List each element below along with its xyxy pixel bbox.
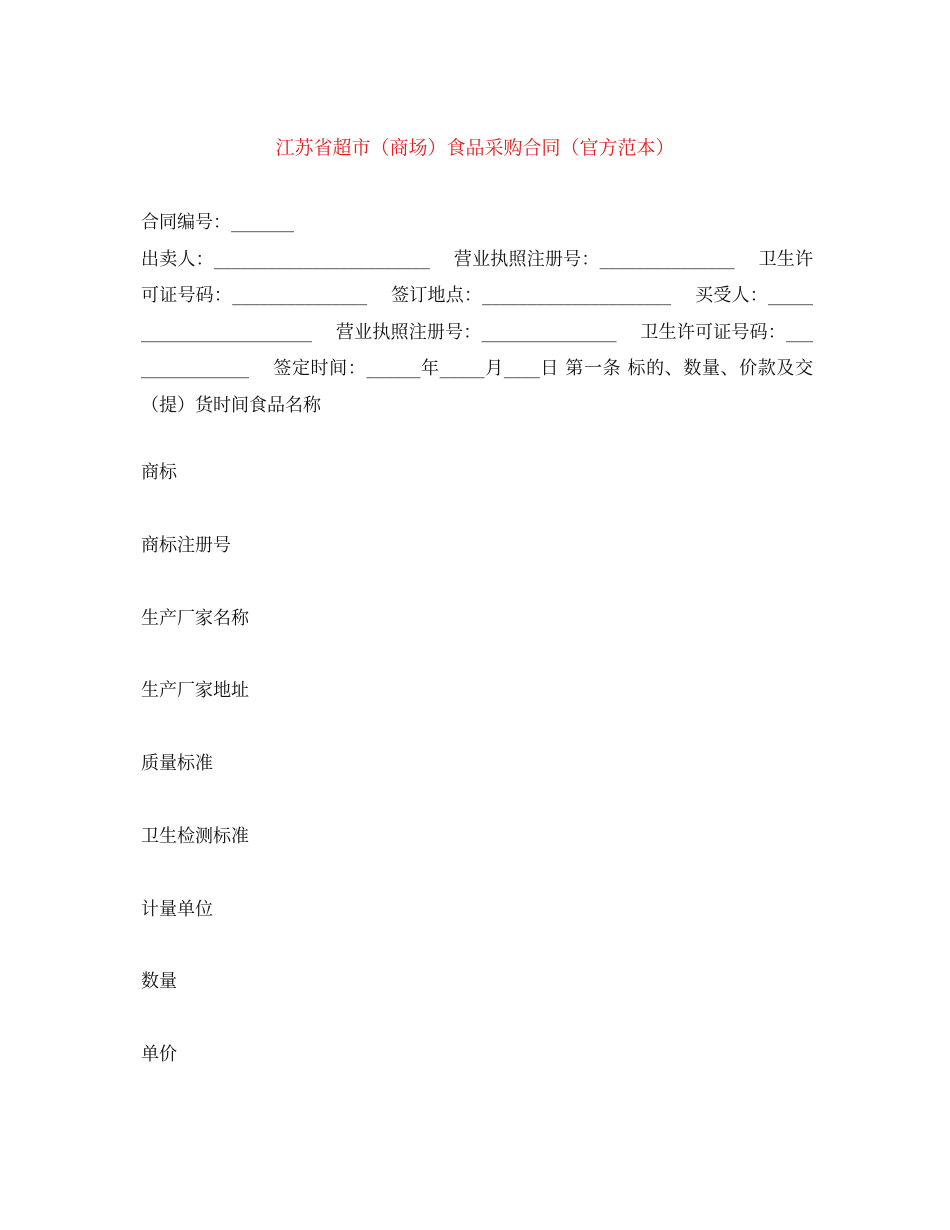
seller-license-line: 营业执照注册号：_______________ xyxy=(453,248,735,270)
contract-header-paragraph xyxy=(141,205,813,425)
field-item-manufacturer-name: 生产厂家名称 xyxy=(141,608,249,629)
sign-place-line: 签订地点：_____________________ xyxy=(391,285,672,307)
field-item-trademark-registration: 商标注册号 xyxy=(141,535,231,556)
buyer-permit-line: 卫生许可证号码：_______________ xyxy=(141,321,813,380)
field-item-trademark: 商标 xyxy=(141,462,177,483)
buyer-line: 买受人：________________________ xyxy=(141,285,814,343)
sign-time-line: 签定时间：______年_____月____日 第一条 标的、数量、价款及交（提）货时间食品名称 xyxy=(141,358,813,416)
field-item-quality-standard: 质量标准 xyxy=(141,753,213,774)
field-item-hygiene-standard: 卫生检测标准 xyxy=(141,826,249,847)
seller-line: 出卖人：________________________ xyxy=(141,248,430,270)
contract-number-line: 合同编号：_______ xyxy=(141,212,294,233)
field-item-manufacturer-address: 生产厂家地址 xyxy=(141,680,249,701)
seller-permit-line: 卫生许可证号码：_______________ xyxy=(141,248,814,307)
field-item-unit: 计量单位 xyxy=(141,899,213,920)
field-item-unit-price: 单价 xyxy=(141,1044,177,1065)
field-item-quantity: 数量 xyxy=(141,971,177,992)
buyer-license-line: 营业执照注册号：_______________ xyxy=(335,321,617,343)
document-title: 江苏省超市（商场）食品采购合同（官方范本） xyxy=(275,137,675,159)
